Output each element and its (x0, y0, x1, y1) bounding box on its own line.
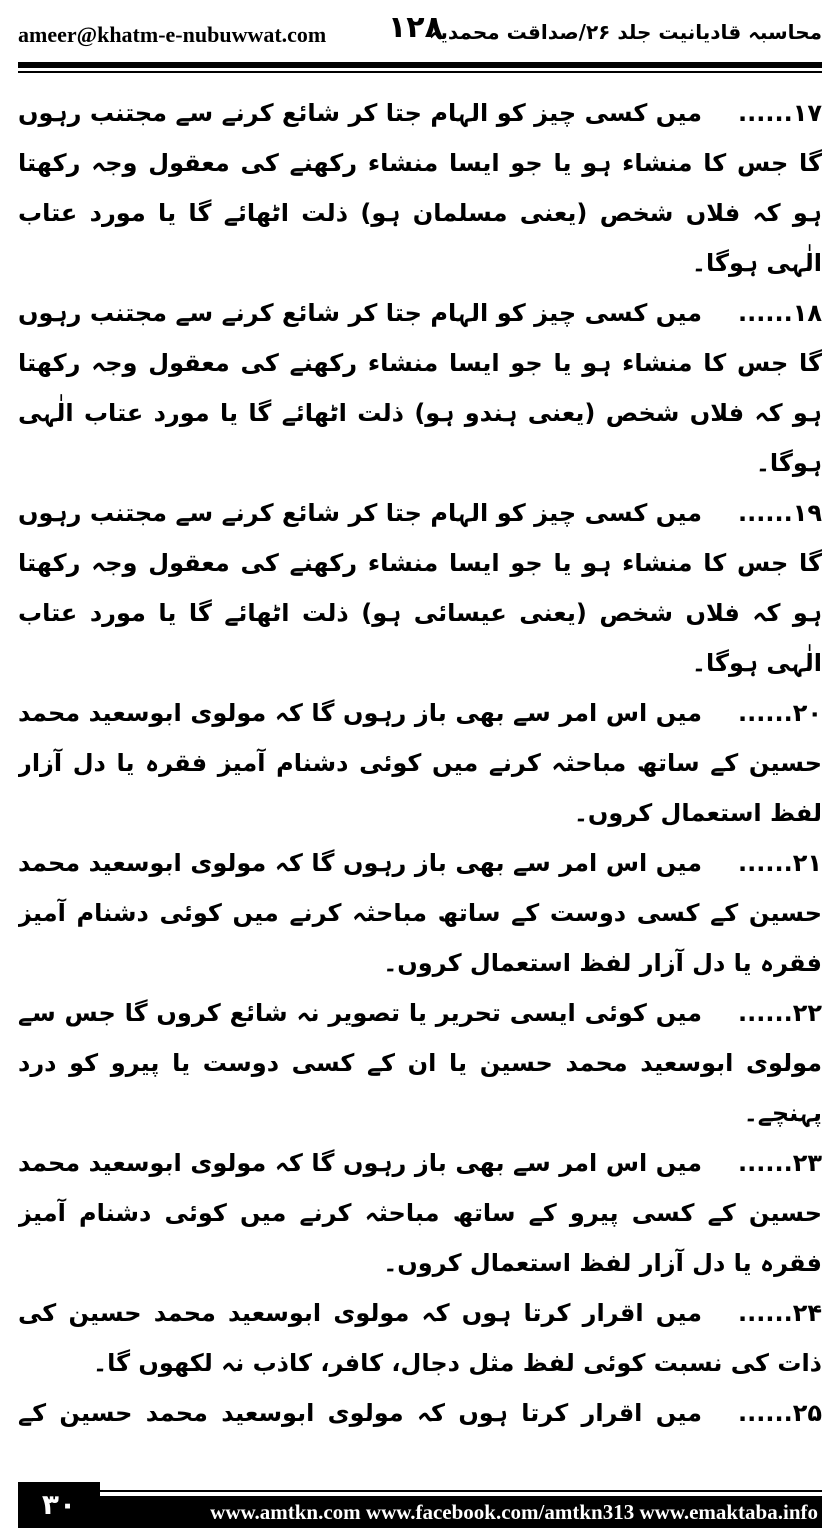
footer-links: www.amtkn.com www.facebook.com/amtkn313 www.emaktaba.info (210, 1500, 818, 1524)
paragraph-number: ۱۷...... (738, 99, 822, 127)
paragraph-18 (18, 288, 822, 488)
paragraph-number: ۲۳...... (738, 1149, 822, 1177)
paragraph-23 (18, 1138, 822, 1288)
paragraph-number: ۱۹...... (738, 499, 822, 527)
page-header (18, 10, 822, 60)
header-email: ameer@khatm-e-nubuwwat.com (18, 22, 327, 47)
paragraph-22 (18, 988, 822, 1138)
paragraph-text: میں کسی چیز کو الہام جتا کر شائع کرنے سے مجتنب رہوں گا جس کا منشاء ہو یا جو ایسا منشاء رکھنے کی معقول وجہ رکھتا ہو کہ فلاں شخص (یعنی عیسائی ہو) ذلت اٹھائے گا یا مورد عتاب الٰہی ہوگا۔ (18, 499, 822, 677)
paragraph-number: ۲۵...... (738, 1399, 822, 1427)
header-rule-thick (18, 62, 822, 68)
paragraph-text: میں اقرار کرتا ہوں کہ مولوی ابوسعید محمد حسین کے (18, 1399, 702, 1427)
paragraph-text: میں اس امر سے بھی باز رہوں گا کہ مولوی ابوسعید محمد حسین کے کسی پیرو کے ساتھ مباحثہ کرنے میں کوئی دشنام آمیز فقرہ یا دل آزار لفظ استعمال کروں۔ (18, 1149, 822, 1277)
paragraph-text: میں کسی چیز کو الہام جتا کر شائع کرنے سے مجتنب رہوں گا جس کا منشاء ہو یا جو ایسا منشاء رکھنے کی معقول وجہ رکھتا ہو کہ فلاں شخص (یعنی ہندو ہو) ذلت اٹھائے گا یا مورد عتاب الٰہی ہوگا۔ (18, 299, 822, 477)
paragraph-text: میں کسی چیز کو الہام جتا کر شائع کرنے سے مجتنب رہوں گا جس کا منشاء ہو یا جو ایسا منشاء رکھنے کی معقول وجہ رکھتا ہو کہ فلاں شخص (یعنی مسلمان ہو) ذلت اٹھائے گا یا مورد عتاب الٰہی ہوگا۔ (18, 99, 822, 277)
paragraph-20 (18, 688, 822, 838)
paragraph-number: ۲۰...... (738, 699, 822, 727)
footer-page-label: ۳۰ (18, 1482, 100, 1528)
paragraph-25 (18, 1388, 822, 1448)
paragraph-19 (18, 488, 822, 688)
paragraph-17 (18, 88, 822, 288)
paragraph-number: ۲۱...... (738, 849, 822, 877)
paragraph-number: ۲۲...... (738, 999, 822, 1027)
header-rule-thin (18, 71, 822, 73)
paragraph-text: میں اقرار کرتا ہوں کہ مولوی ابوسعید محمد حسین کی ذات کی نسبت کوئی لفظ مثل دجال، کافر، کاذب نہ لکھوں گا۔ (18, 1299, 822, 1377)
document-body (18, 88, 822, 1448)
paragraph-text: میں اس امر سے بھی باز رہوں گا کہ مولوی ابوسعید محمد حسین کے کسی دوست کے ساتھ مباحثہ کرنے میں کوئی دشنام آمیز فقرہ یا دل آزار لفظ استعمال کروں۔ (18, 849, 822, 977)
footer-rule-thin (18, 1490, 822, 1492)
paragraph-24 (18, 1288, 822, 1388)
paragraph-number: ۱۸...... (738, 299, 822, 327)
paragraph-number: ۲۴...... (738, 1299, 822, 1327)
paragraph-21 (18, 838, 822, 988)
paragraph-text: میں کوئی ایسی تحریر یا تصویر نہ شائع کروں گا جس سے مولوی ابوسعید محمد حسین یا ان کے کسی دوست یا پیرو کو درد پہنچے۔ (18, 999, 822, 1127)
page-footer (18, 1488, 822, 1528)
header-book-title: محاسبہ قادیانیت جلد ۲۶/صداقت محمدیہ (428, 20, 822, 44)
paragraph-text: میں اس امر سے بھی باز رہوں گا کہ مولوی ابوسعید محمد حسین کے ساتھ مباحثہ کرنے میں کوئی دشنام آمیز فقرہ یا دل آزار لفظ استعمال کروں۔ (18, 699, 822, 827)
header-page-number: ۱۲۸ (388, 10, 443, 45)
